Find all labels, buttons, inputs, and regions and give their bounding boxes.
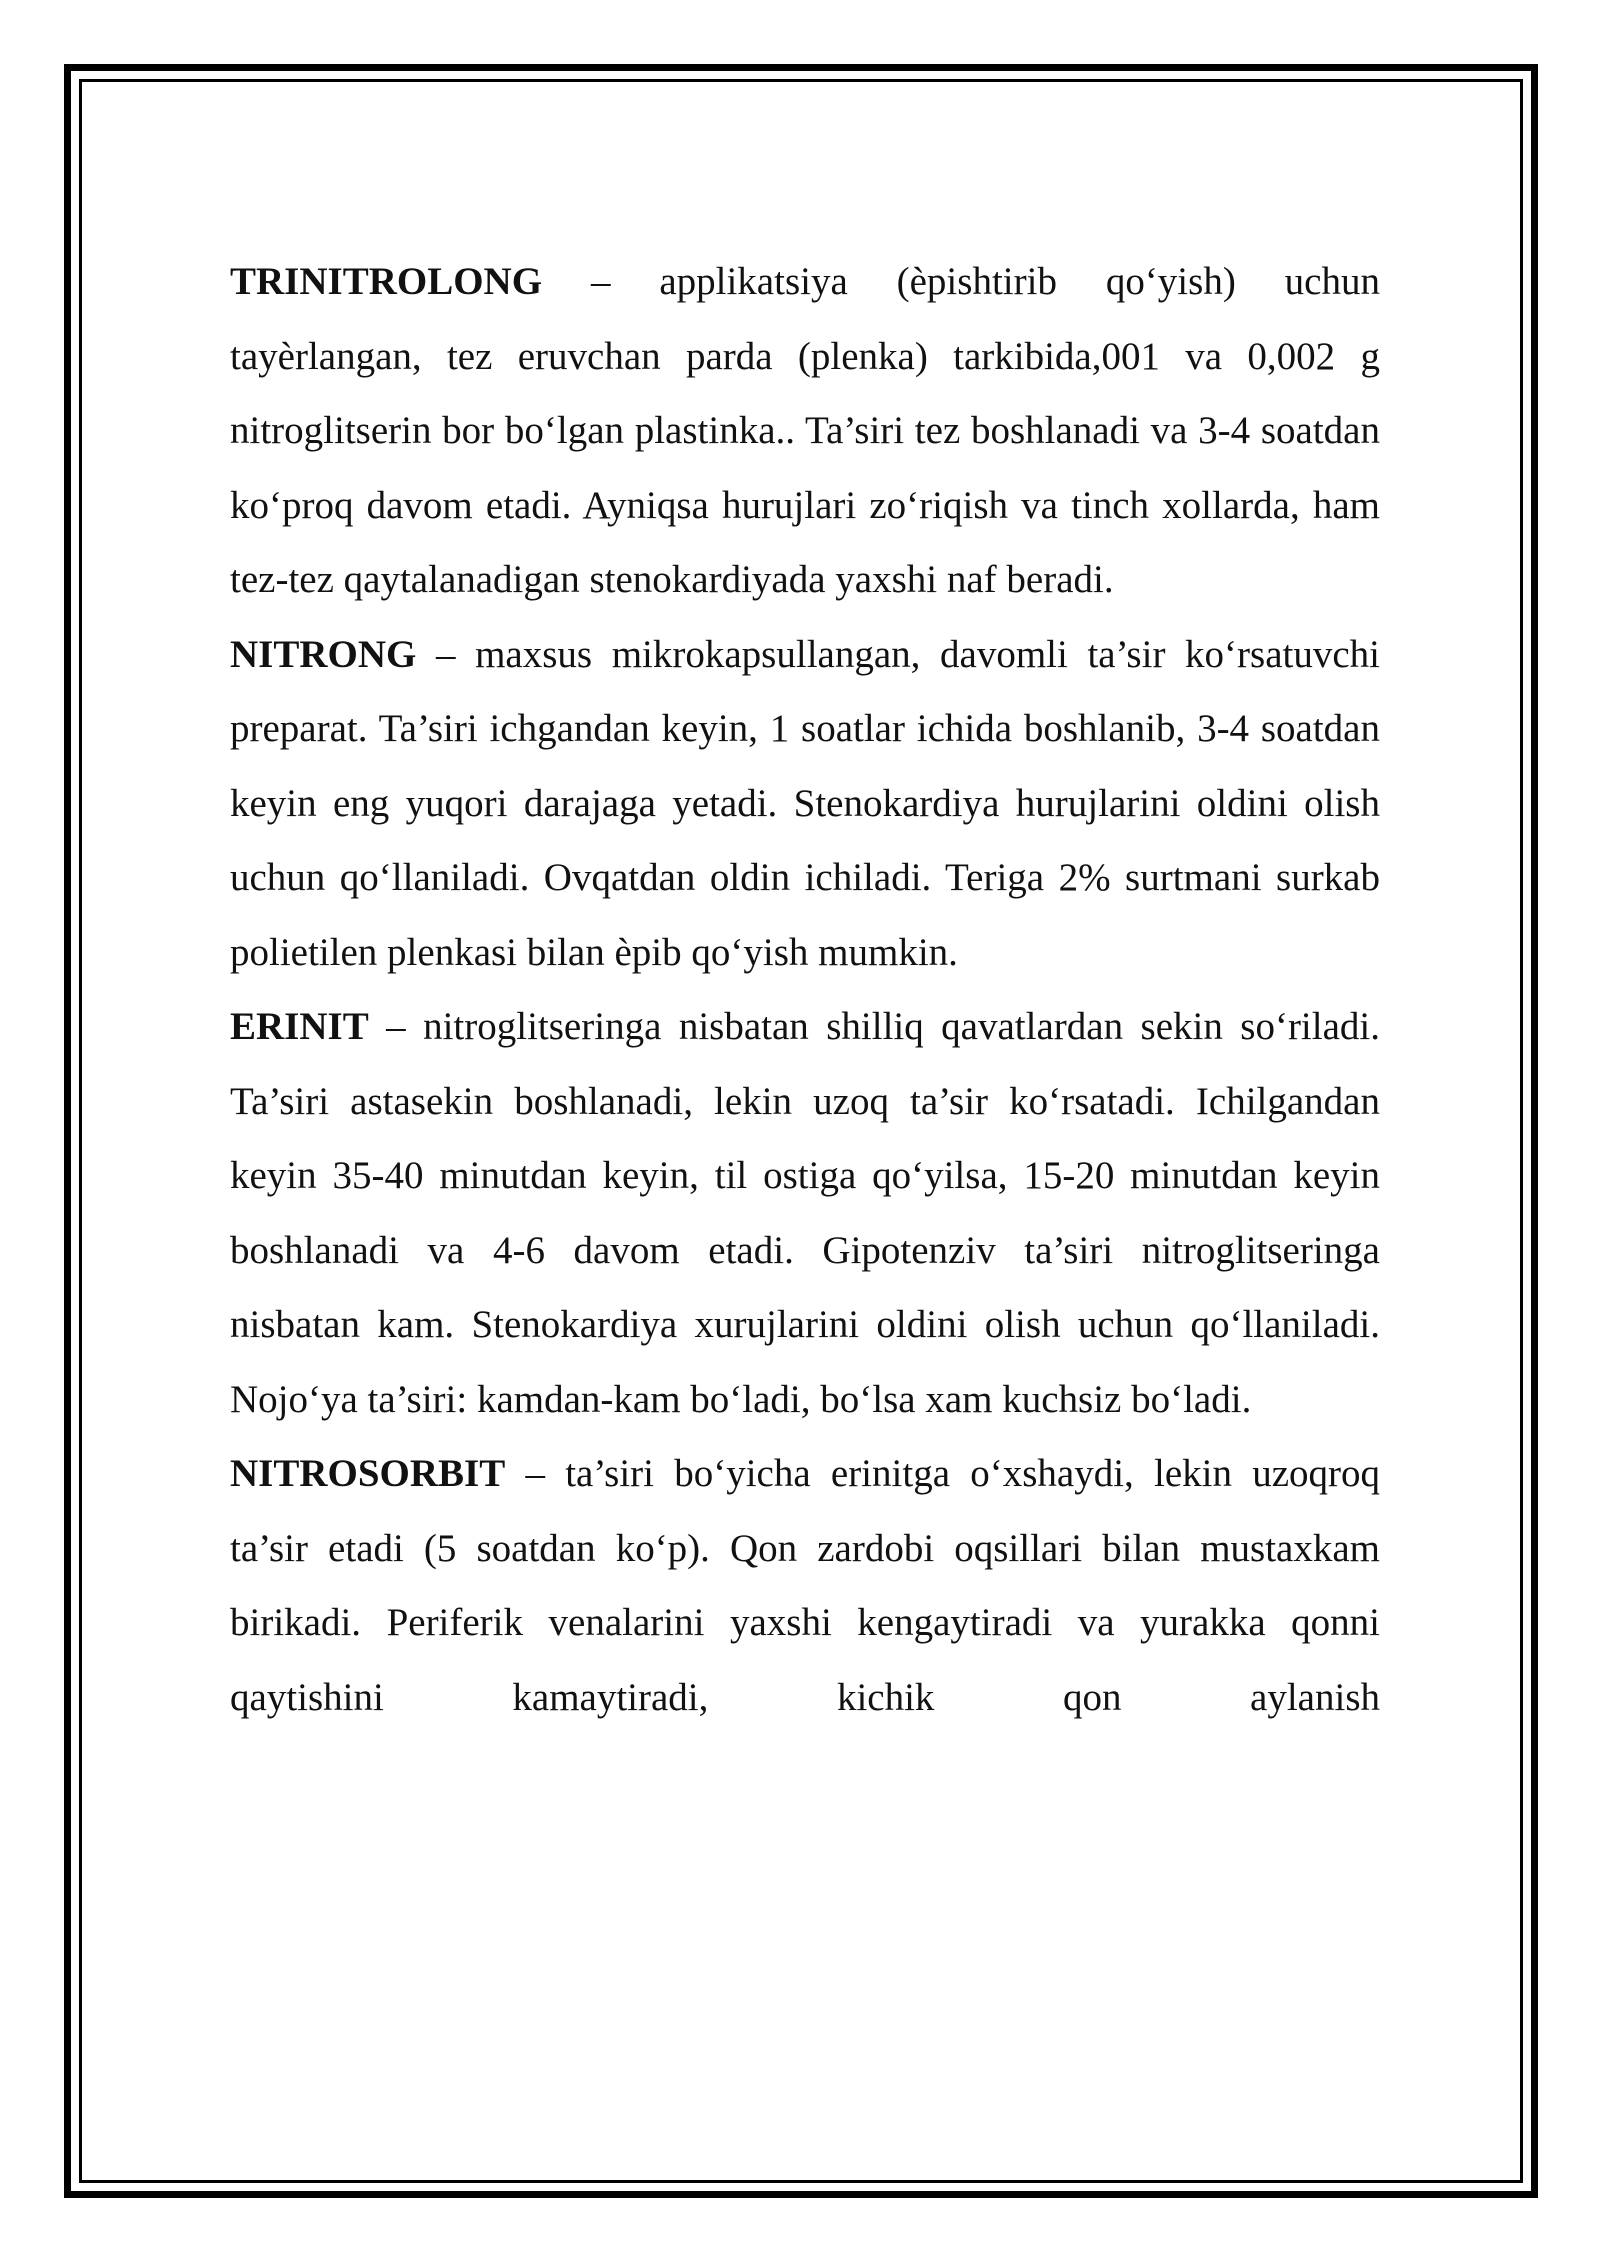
term-erinit: ERINIT (230, 1005, 369, 1048)
term-trinitrolong: TRINITROLONG (230, 260, 543, 303)
term-nitrong: NITRONG (230, 632, 417, 676)
document-body (230, 245, 1380, 1735)
entry-nitrong (230, 618, 1380, 991)
description-trinitrolong: – applikatsiya (èpishtirib qo‘yish) uchun tayèrlangan, tez eruvchan parda (plenka) tarkibida,001 va 0,002 g nitroglitserin bor bo‘lgan plastinka.. Ta’siri tez boshlanadi va 3-4 soatdan ko‘proq davom etadi. Ayniqsa hurujlari zo‘riqish va tinch xollarda, ham tez-tez qaytalanadigan stenokardiyada yaxshi naf beradi. (230, 260, 1380, 601)
entry-trinitrolong (230, 245, 1380, 618)
description-erinit: – nitroglitseringa nisbatan shilliq qavatlardan sekin so‘riladi. Ta’siri astasekin boshlanadi, lekin uzoq ta’sir ko‘rsatadi. Ichilgandan keyin 35-40 minutdan keyin, til ostiga qo‘yilsa, 15-20 minutdan keyin boshlanadi va 4-6 davom etadi. Gipotenziv ta’siri nitroglitseringa nisbatan kam. Stenokardiya xurujlarini oldini olish uchun qo‘llaniladi. Nojo‘ya ta’siri: kamdan-kam bo‘ladi, bo‘lsa xam kuchsiz bo‘ladi. (230, 1005, 1380, 1421)
term-nitrosorbit: NITROSORBIT (230, 1452, 506, 1495)
entry-nitrosorbit (230, 1437, 1380, 1735)
entry-erinit (230, 990, 1380, 1437)
description-nitrosorbit: – ta’siri bo‘yicha erinitga o‘xshaydi, lekin uzoqroq ta’sir etadi (5 soatdan ko‘p). Qon zardobi oqsillari bilan mustaxkam birikadi. Periferik venalarini yaxshi kengaytiradi va yurakka qonni qaytishini kamaytiradi, kichik qon aylanish (230, 1452, 1380, 1719)
description-nitrong: – maxsus mikrokapsullangan, davomli ta’sir ko‘rsatuvchi preparat. Ta’siri ichgandan keyin, 1 soatlar ichida boshlanib, 3-4 soatdan keyin eng yuqori darajaga yetadi. Stenokardiya hurujlarini oldini olish uchun qo‘llaniladi. Ovqatdan oldin ichiladi. Teriga 2% surtmani surkab polietilen plenkasi bilan èpib qo‘yish mumkin. (230, 632, 1380, 974)
